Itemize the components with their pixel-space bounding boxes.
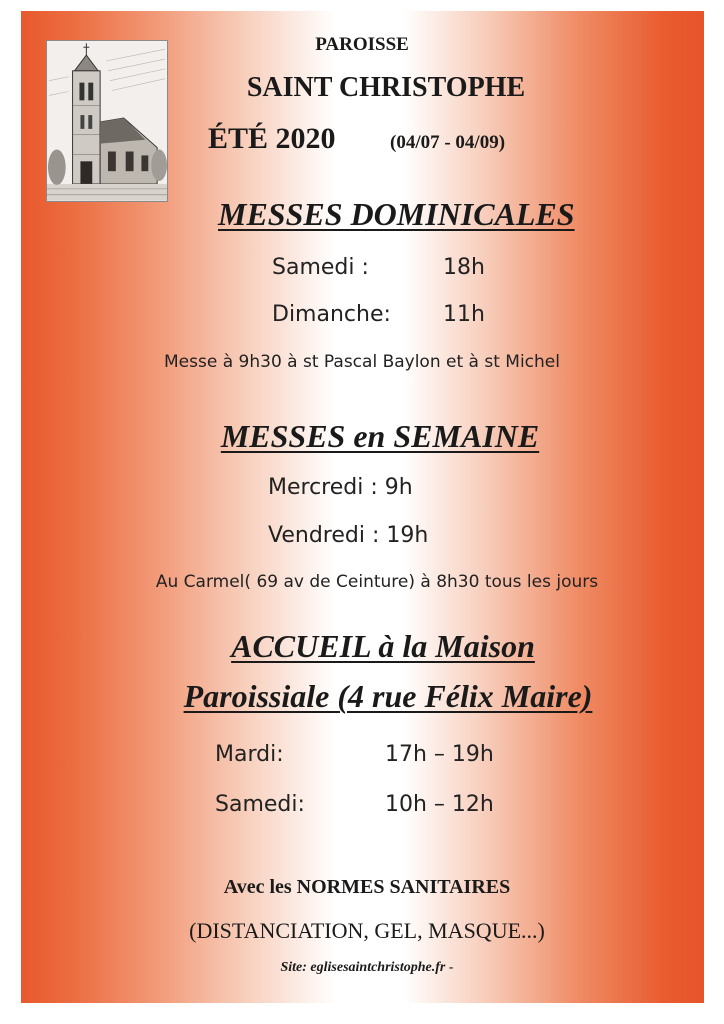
reception-row-day: Samedi: (215, 792, 305, 817)
reception-row-time: 17h – 19h (385, 742, 494, 767)
reception-title-line2: Paroissiale (4 rue Félix Maire) (183, 678, 593, 714)
sunday-row-day: Samedi : (272, 255, 369, 280)
weekday-row: Mercredi : 9h (268, 475, 413, 500)
parish-label: PAROISSE (315, 34, 409, 55)
church-drawing-icon (47, 41, 167, 201)
weekday-masses-note: Au Carmel( 69 av de Ceinture) à 8h30 tous les jours (155, 572, 599, 592)
reception-row-time: 10h – 12h (385, 792, 494, 817)
season-dates: (04/07 - 04/09) (390, 132, 506, 153)
weekday-row: Vendredi : 19h (268, 523, 429, 548)
parish-name: SAINT CHRISTOPHE (246, 72, 526, 103)
reception-title-line1: ACCUEIL à la Maison (231, 628, 535, 664)
church-illustration (46, 40, 168, 202)
sunday-row-time: 18h (443, 255, 485, 280)
website-link[interactable]: Site: eglisesaintchristophe.fr - (280, 960, 454, 975)
season-title: ÉTÉ 2020 (208, 122, 336, 155)
sunday-row-time: 11h (443, 302, 485, 327)
sanitary-measures: (DISTANCIATION, GEL, MASQUE...) (189, 918, 545, 943)
sunday-masses-note: Messe à 9h30 à st Pascal Baylon et à st Michel (164, 352, 560, 372)
sanitary-norms: Avec les NORMES SANITAIRES (223, 876, 511, 898)
reception-row-day: Mardi: (215, 742, 284, 767)
weekday-masses-title: MESSES en SEMAINE (220, 418, 540, 454)
sunday-row-day: Dimanche: (272, 302, 391, 327)
sunday-masses-title: MESSES DOMINICALES (218, 196, 575, 232)
